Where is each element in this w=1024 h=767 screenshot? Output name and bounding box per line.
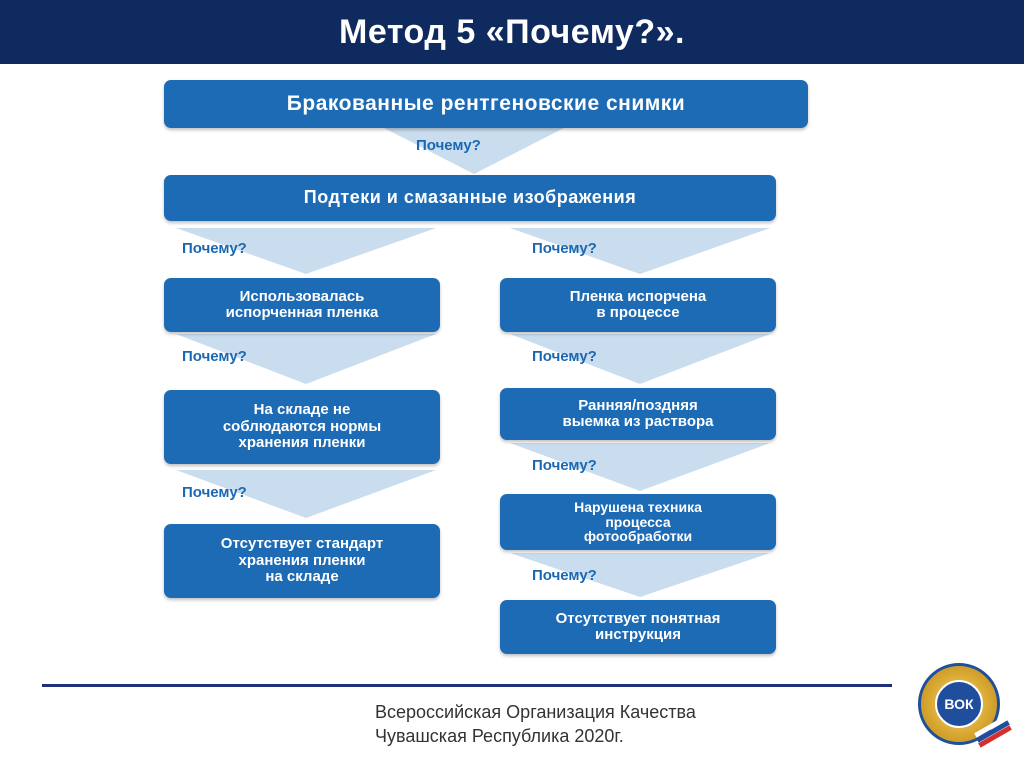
box-line: Бракованные рентгеновские снимки	[286, 92, 686, 116]
footer-divider	[42, 684, 892, 687]
box-line: на складе	[265, 568, 339, 586]
box-line: Нарушена техника	[574, 498, 702, 515]
box-line: хранения пленки	[238, 551, 366, 569]
level1-box	[164, 175, 776, 221]
box-line: в процессе	[596, 304, 680, 321]
right-box-2	[500, 388, 776, 440]
root-box	[164, 80, 808, 128]
why-label: Почему?	[532, 240, 597, 257]
why-label: Почему?	[182, 240, 247, 257]
box-line: процесса	[605, 513, 671, 530]
why-label: Почему?	[532, 457, 597, 474]
right-box-1	[500, 278, 776, 332]
box-line: соблюдаются нормы	[222, 417, 382, 435]
box-line: хранения пленки	[238, 434, 366, 452]
right-box-4	[500, 600, 776, 654]
footer-region: Чувашская Республика 2020г.	[375, 726, 624, 746]
box-line: испорченная пленка	[225, 304, 379, 321]
box-line: Подтеки и смазанные изображения	[303, 187, 637, 208]
box-line: Отсутствует стандарт	[220, 535, 384, 553]
box-line: фотообработки	[583, 528, 693, 545]
why-label: Почему?	[182, 348, 247, 365]
why-label: Почему?	[416, 137, 481, 154]
left-box-3	[164, 524, 440, 598]
box-line: Пленка испорчена	[569, 287, 707, 305]
left-box-2	[164, 390, 440, 464]
box-line: Отсутствует понятная	[555, 609, 721, 627]
vok-logo-text: ВОК	[935, 680, 983, 728]
box-line: Ранняя/поздняя	[578, 396, 698, 414]
why-label: Почему?	[532, 567, 597, 584]
box-line: На складе не	[253, 401, 351, 419]
slide-title: Метод 5 «Почему?».	[339, 13, 685, 51]
box-line: выемка из раствора	[562, 413, 714, 430]
vok-logo	[918, 663, 1000, 745]
box-line: Использовалась	[239, 287, 365, 305]
footer-org-name: Всероссийская Организация Качества	[375, 702, 696, 722]
why-label: Почему?	[532, 348, 597, 365]
right-box-3	[500, 494, 776, 550]
box-line: инструкция	[595, 626, 681, 643]
why-label: Почему?	[182, 484, 247, 501]
left-box-1	[164, 278, 440, 332]
